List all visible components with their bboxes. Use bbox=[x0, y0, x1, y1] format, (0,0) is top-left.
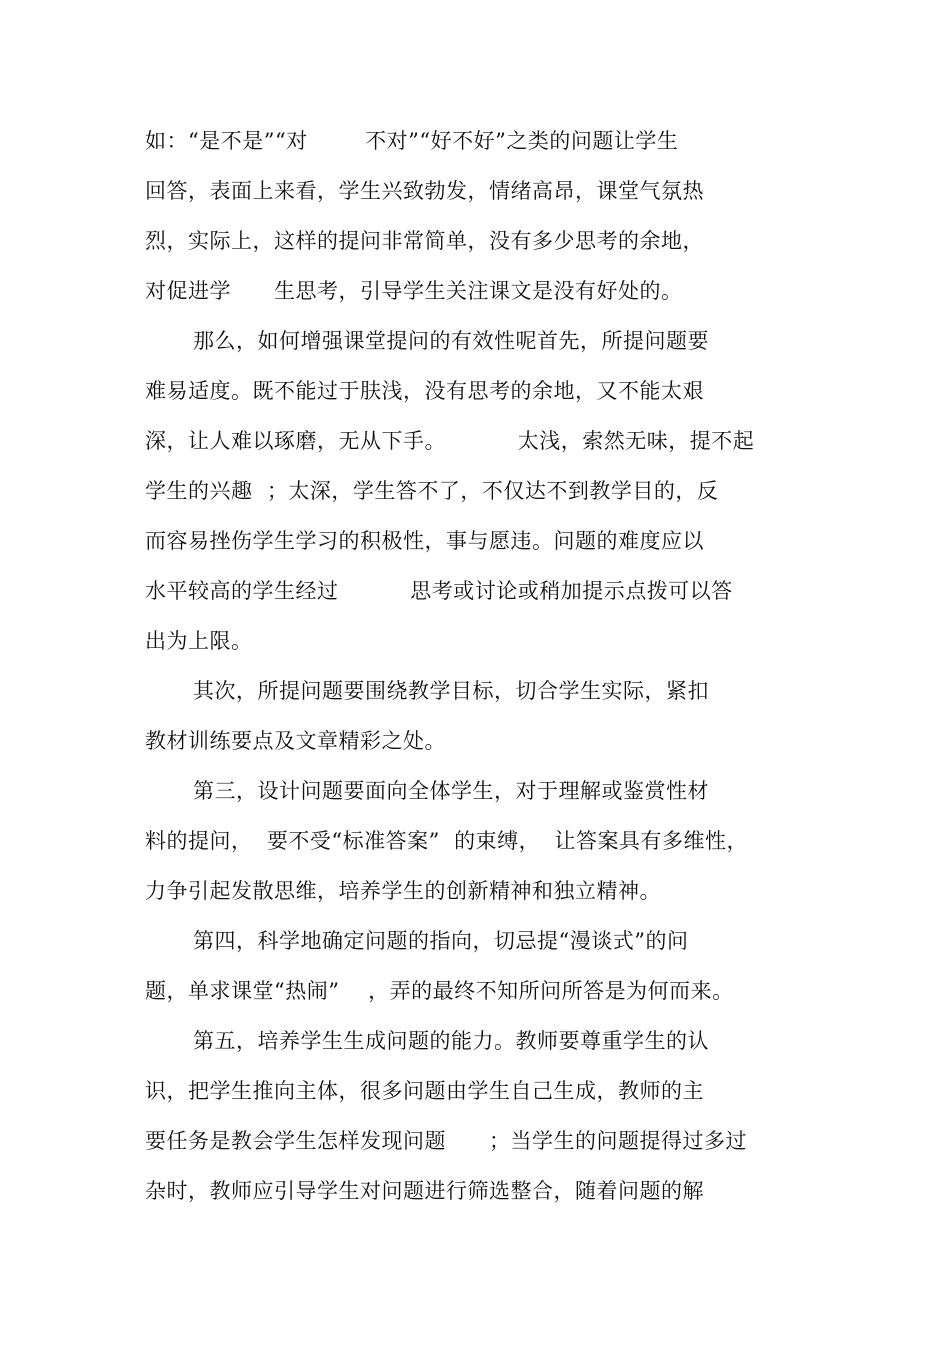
paragraph-start-line: 那么，如何增强课堂提问的有效性呢首先，所提问题要 bbox=[193, 329, 709, 353]
paragraph-start-line: 第三，设计问题要面向全体学生，对于理解或鉴赏性材 bbox=[193, 779, 709, 803]
text-line: 深，让人难以琢磨，无从下手。 太浅，索然无味，提不起 bbox=[145, 429, 755, 453]
text-line: 而容易挫伤学生学习的积极性，事与愿违。问题的难度应以 bbox=[145, 529, 704, 553]
paragraph-start-line: 第五，培养学生生成问题的能力。教师要尊重学生的认 bbox=[193, 1029, 709, 1053]
text-line: 水平较高的学生经过 思考或讨论或稍加提示点拨可以答 bbox=[145, 579, 733, 603]
text-line: 题，单求课堂“热闹” ，弄的最终不知所问所答是为何而来。 bbox=[145, 979, 734, 1003]
text-line: 力争引起发散思维，培养学生的创新精神和独立精神。 bbox=[145, 879, 661, 903]
text-line: 回答，表面上来看，学生兴致勃发，情绪高昂，课堂气氛热 bbox=[145, 179, 704, 203]
text-line: 出为上限。 bbox=[145, 629, 253, 653]
text-line: 难易适度。既不能过于肤浅，没有思考的余地，又不能太艰 bbox=[145, 379, 704, 403]
paragraph-start-line: 其次，所提问题要围绕教学目标，切合学生实际，紧扣 bbox=[193, 679, 709, 703]
text-line: 料的提问， 要不受“标准答案” 的束缚， 让答案具有多维性， bbox=[145, 829, 749, 853]
text-line: 要任务是教会学生怎样发现问题 ；当学生的问题提得过多过 bbox=[145, 1129, 748, 1153]
text-line: 杂时，教师应引导学生对问题进行筛选整合，随着问题的解 bbox=[145, 1179, 704, 1203]
text-line: 教材训练要点及文章精彩之处。 bbox=[145, 729, 446, 753]
text-line: 对促进学 生思考，引导学生关注课文是没有好处的。 bbox=[145, 279, 683, 303]
paragraph-start-line: 第四，科学地确定问题的指向，切忌提“漫谈式”的问 bbox=[193, 929, 689, 953]
text-line: 识，把学生推向主体，很多问题由学生自己生成，教师的主 bbox=[145, 1079, 704, 1103]
text-line: 学生的兴趣 ；太深，学生答不了，不仅达不到教学目的，反 bbox=[145, 479, 719, 503]
text-line: 如：“是不是”“对 不对”“好不好”之类的问题让学生 bbox=[145, 129, 679, 153]
text-line: 烈，实际上，这样的提问非常简单，没有多少思考的余地， bbox=[145, 229, 704, 253]
